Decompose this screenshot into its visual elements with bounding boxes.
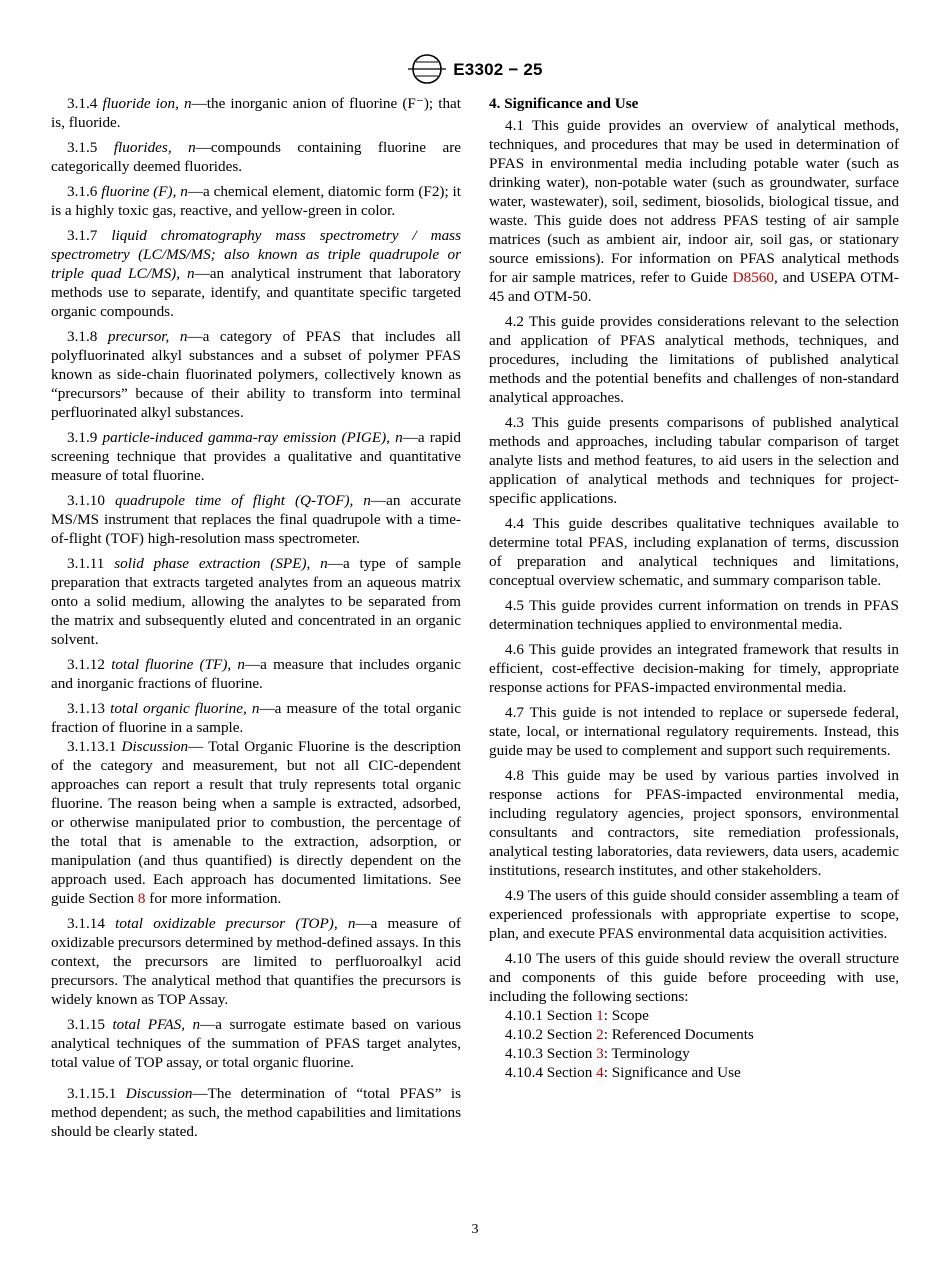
section-8-link[interactable]: 8 (137, 890, 146, 907)
paragraph-text: This guide may be used by various parties involved in response actions for PFAS-impacted environmental media, including regulatory agencies, project sponsors, environmental consultants and contractors, site remediation professionals, analytical testing laboratories, data reviewers, data users, academic institutions, research institutes, and other stakeholders. (489, 767, 900, 879)
clause-number: 4.6 (505, 641, 524, 658)
clause-number: 4.8 (505, 767, 524, 784)
defined-term: quadrupole time of flight (Q-TOF), n (114, 492, 371, 509)
definition-text: —a measure of oxidizable precursors determined by method-defined assays. In this context, the precursors are limited to perfluoroalkyl acid precursors. The analytical method that quantifies the precursors is widely known as TOP Assay. (51, 915, 461, 1008)
definition-3-1-11 (51, 554, 461, 649)
defined-term: total organic fluorine, n (110, 700, 260, 717)
astm-logo-icon (407, 54, 447, 84)
paragraph-text: This guide provides considerations relevant to the selection and application of PFAS analytical methods, techniques, and procedures, including the limitations of published analytical methods and the potential benefits and challenges of non-standard analytical approaches. (489, 313, 899, 406)
discussion-3-1-15-1 (51, 1084, 461, 1141)
definition-3-1-7 (51, 226, 461, 321)
clause-number: 3.1.7 (67, 227, 98, 244)
defined-term: total fluorine (TF), n (111, 656, 245, 673)
discussion-text: — Total Organic Fluorine is the description of the category and measurement, but not all CIC-dependent approaches can report a result that truly represents total organic fluorine. The reason being when a sample is extracted, adsorbed, or otherwise manipulated prior to combustion, the percentage of the total that is amenable to the extraction, adsorption, or manipulation (and thus quantified) is directly dependent on the approach used. Each approach has documented limitations. See guide Section (51, 738, 462, 907)
definition-3-1-6 (51, 182, 461, 220)
list-item (505, 1006, 899, 1025)
page-number: 3 (471, 1222, 479, 1237)
clause-number: 3.1.10 (67, 492, 105, 509)
paragraph-text: This guide describes qualitative techniques available to determine total PFAS, including explanation of terms, discussion of preparation and analytical techniques and limitations, conceptual overview schematic, and summary comparison table. (489, 515, 899, 589)
definition-text: —an analytical instrument that laboratory methods use to separate, identify, and quantitate specific targeted organic compounds. (51, 265, 461, 320)
clause-number: 4.5 (505, 597, 524, 614)
clause-number: 4.2 (505, 313, 524, 330)
guide-d8560-link[interactable]: D8560 (732, 269, 774, 286)
defined-term: total oxidizable precursor (TOP), n (115, 915, 356, 932)
defined-term: total PFAS, n (112, 1016, 201, 1033)
definition-text: —compounds containing fluorine are categorically deemed fluorides. (51, 139, 461, 175)
clause-number: 3.1.15 (67, 1016, 105, 1033)
definition-text: —an accurate MS/MS instrument that replaces the final quadrupole with a time-of-flight (TOF) high-resolution mass spectrometer. (51, 492, 461, 547)
clause-number: 3.1.14 (67, 915, 105, 932)
definition-text: —a chemical element, diatomic form (F2); it is a highly toxic gas, reactive, and yellow-green in color. (51, 183, 461, 219)
clause-number: 3.1.13 (67, 700, 105, 717)
list-item (505, 1025, 899, 1044)
defined-term: fluorides, n (113, 139, 196, 156)
section-3-link[interactable]: 3 (596, 1045, 604, 1062)
definition-3-1-13 (51, 699, 461, 737)
definition-3-1-4 (51, 94, 461, 132)
paragraph-4-7 (489, 703, 899, 760)
discussion-label: Discussion (121, 738, 189, 755)
clause-number: 3.1.13.1 (67, 738, 117, 755)
section-prefix: Section (546, 1064, 593, 1081)
section-prefix: Section (546, 1007, 593, 1024)
left-column (51, 94, 461, 1147)
definition-text: —a rapid screening technique that provides a qualitative and quantitative measure of total fluorine. (51, 429, 461, 484)
clause-number: 4.10 (505, 950, 532, 967)
defined-term: precursor, n (107, 328, 188, 345)
definition-text: —a surrogate estimate based on various analytical techniques of the summation of PFAS target analytes, total value of TOP assay, or total organic fluorine. (51, 1016, 462, 1071)
section-2-link[interactable]: 2 (596, 1026, 604, 1043)
defined-term: fluorine (F), n (101, 183, 188, 200)
paragraph-text: This guide presents comparisons of published analytical methods and approaches, including tabular comparison of target analyte lists and method features, to aid users in the selection and application of analytical methods and techniques for project-specific applications. (489, 414, 899, 507)
paragraph-4-4 (489, 514, 899, 590)
section-1-link[interactable]: 1 (596, 1007, 604, 1024)
clause-number: 4.10.3 (505, 1045, 543, 1062)
clause-number: 3.1.15.1 (67, 1085, 117, 1102)
discussion-text-end: for more information. (145, 890, 282, 907)
discussion-label: Discussion (125, 1085, 193, 1102)
right-column (489, 94, 899, 1082)
paragraph-4-8 (489, 766, 899, 880)
discussion-3-1-13-1 (51, 737, 461, 908)
paragraph-text: This guide provides current information on trends in PFAS determination techniques applied to environmental media. (489, 597, 899, 633)
defined-term: particle-induced gamma-ray emission (PIGE), n (102, 429, 403, 446)
paragraph-4-10 (489, 949, 899, 1006)
paragraph-text: The users of this guide should consider assembling a team of experienced professionals with appropriate expertise to scope, plan, and execute PFAS environmental data acquisition activities. (489, 887, 899, 942)
definition-3-1-10 (51, 491, 461, 548)
paragraph-text: This guide provides an integrated framework that results in efficient, cost-effective decision-making for timely, appropriate response actions for PFAS-impacted environmental media. (489, 641, 899, 696)
paragraph-4-6 (489, 640, 899, 697)
clause-number: 4.9 (505, 887, 524, 904)
clause-number: 4.4 (505, 515, 524, 532)
clause-number: 3.1.11 (67, 555, 105, 572)
defined-term: fluoride ion, n (102, 95, 192, 112)
definition-3-1-8 (51, 327, 461, 422)
definition-text: —a category of PFAS that includes all polyfluorinated alkyl substances and a subset of polymer PFAS known as side-chain fluorinated polymers, collectively known as “precursors” because of their ability to transform into terminal perfluorinated alkyl substances. (51, 328, 462, 421)
clause-number: 3.1.9 (67, 429, 98, 446)
definition-text: —a type of sample preparation that extracts targeted analytes from an aqueous matrix onto a solid medium, allowing the analytes to be separated from the matrix and subsequently eluted and concentrated in an organic solvent. (51, 555, 462, 648)
section-heading: 4. Significance and Use (489, 95, 639, 112)
clause-number: 4.1 (505, 117, 524, 134)
discussion-text: —The determination of “total PFAS” is method dependent; as such, the method capabilities and limitations should be clearly stated. (51, 1085, 461, 1140)
clause-number: 3.1.5 (67, 139, 98, 156)
section-title: : Significance and Use (603, 1064, 741, 1081)
paragraph-4-2 (489, 312, 899, 407)
section-list (489, 1006, 899, 1082)
clause-number: 4.10.1 (505, 1007, 543, 1024)
paragraph-4-9 (489, 886, 899, 943)
clause-number: 4.3 (505, 414, 524, 431)
defined-term: solid phase extraction (SPE), n (114, 555, 328, 572)
section-title: : Scope (603, 1007, 649, 1024)
clause-number: 3.1.4 (67, 95, 98, 112)
paragraph-4-5 (489, 596, 899, 634)
clause-number: 3.1.6 (67, 183, 98, 200)
paragraph-text: This guide provides an overview of analytical methods, techniques, and procedures that may be used in determination of PFAS in environmental media including potable water (such as drinking water), non-potable water (such as groundwater, surface water, wastewater), soil, sediment, biosolids, biological tissue, and waste. This guide does not address PFAS testing of air sample matrices (such as ambient air, indoor air, soil gas, or stationary source emissions). For information on PFAS analytical methods for air sample matrices, refer to Guide (489, 117, 899, 286)
definition-3-1-15 (51, 1015, 461, 1072)
section-title: : Referenced Documents (603, 1026, 754, 1043)
definition-text: —the inorganic anion of fluorine (F⁻); that is, fluoride. (51, 95, 462, 131)
section-prefix: Section (546, 1026, 593, 1043)
definition-3-1-5 (51, 138, 461, 176)
clause-number: 4.10.4 (505, 1064, 543, 1081)
list-item (505, 1063, 899, 1082)
defined-term: liquid chromatography mass spectrometry / mass spectrometry (LC/MS/MS; also known as triple quadrupole or triple quad LC/MS), n (51, 227, 462, 282)
paragraph-4-1 (489, 116, 899, 306)
clause-number: 3.1.8 (67, 328, 98, 345)
clause-number: 4.10.2 (505, 1026, 543, 1043)
section-4-link[interactable]: 4 (596, 1064, 604, 1081)
definition-3-1-9 (51, 428, 461, 485)
definition-text: —a measure that includes organic and inorganic fractions of fluorine. (51, 656, 461, 692)
definition-3-1-12 (51, 655, 461, 693)
paragraph-text-end: , and USEPA OTM-45 and OTM-50. (489, 269, 899, 305)
paragraph-4-3 (489, 413, 899, 508)
page-header (0, 54, 950, 84)
clause-number: 4.7 (505, 704, 524, 721)
clause-number: 3.1.12 (67, 656, 105, 673)
definition-text: —a measure of the total organic fraction of fluorine in a sample. (51, 700, 462, 736)
section-title: : Terminology (603, 1045, 690, 1062)
paragraph-text: The users of this guide should review the overall structure and components of this guide before proceeding with use, including the following sections: (489, 950, 900, 1005)
document-designation: E3302 − 25 (453, 59, 543, 79)
list-item (505, 1044, 899, 1063)
paragraph-text: This guide is not intended to replace or supersede federal, state, local, or international regulatory requirements. Instead, this guide may be used to complement and support such requirements. (489, 704, 899, 759)
definition-3-1-14 (51, 914, 461, 1009)
section-prefix: Section (546, 1045, 593, 1062)
